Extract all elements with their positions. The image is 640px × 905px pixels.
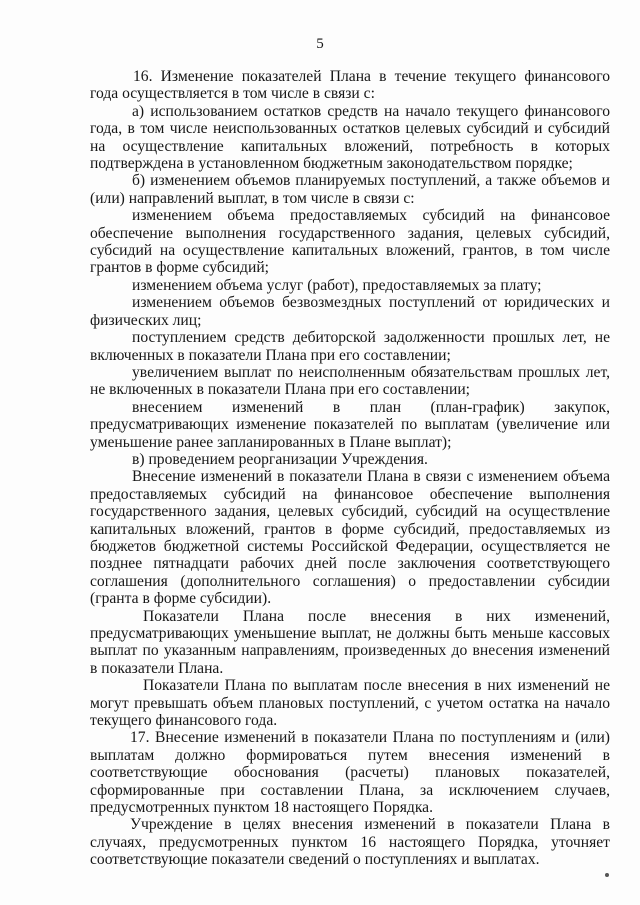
list-item-receivables: поступлением средств дебиторской задолженности прошлых лет, не включенных в показатели Плана при его составлении; (90, 329, 610, 364)
list-item-obligations: увеличением выплат по неисполненным обязательствам прошлых лет, не включенных в показатели Плана при его составлении; (90, 363, 610, 399)
paragraph-16v: в) проведением реорганизации Учреждения. (132, 450, 428, 468)
paragraph-16b: б) изменением объемов планируемых поступлений, а также объемов и (или) направлений выплат, в том числе в связи с: (90, 172, 610, 207)
list-item-donations: изменением объемов безвозмездных поступлений от юридических и физических лиц; (90, 294, 610, 329)
paragraph-payment-limit: Показатели Плана по выплатам после внесения в них изменений не могут превышать объем плановых поступлений, с учетом остатка на начало текущего финансового года. (90, 677, 610, 730)
document-body (90, 68, 610, 869)
scan-speck (605, 873, 609, 877)
paragraph-payment-reduction: Показатели Плана после внесения в них изменений, предусматривающих уменьшение выплат, не должны быть меньше кассовых выплат по указанным направлениям, произведенных до внесения изменений в показатели Плана. (90, 607, 610, 677)
paragraph-16: 16. Изменение показателей Плана в течение текущего финансового года осуществляется в том числе в связи с: (90, 68, 610, 103)
list-item-procurement: внесением изменений в план (план-график) закупок, предусматривающих изменение показателей по выплатам (увеличение или уменьшение ранее запланированных в Плане выплат); (90, 398, 610, 451)
paragraph-16a: а) использованием остатков средств на начало текущего финансового года, в том числе неиспользованных остатков целевых субсидий и субсидий на осуществление капитальных вложений, потребность в которых подтверждена в установленном бюджетным законодательством порядке; (90, 102, 610, 173)
paragraph-institution-updates: Учреждение в целях внесения изменений в показатели Плана в случаях, предусмотренных пунктом 16 настоящего Порядка, уточняет соответствующие показатели сведений о поступлениях и выплатах. (90, 816, 610, 869)
list-item-subsidies: изменением объема предоставляемых субсидий на финансовое обеспечение выполнения государственного задания, целевых субсидий, субсидий на осуществление капитальных вложений, грантов, в том числе грантов в форме субсидий; (90, 207, 610, 277)
page-number: 5 (316, 36, 324, 52)
paragraph-subsidy-changes: Внесение изменений в показатели Плана в связи с изменением объема предоставляемых субсидий на финансовое обеспечение выполнения государственного задания, целевых субсидий, субсидий на осуществление капитальных вложений, грантов в форме субсидий, предоставляемых из бюджетов бюджетной системы Российской Федерации, осуществляется не позднее пятнадцати рабочих дней после заключения соответствующего соглашения (дополнительного соглашения) о предоставлении субсидии (гранта в форме субсидии). (90, 468, 610, 608)
paragraph-17: 17. Внесение изменений в показатели Плана по поступлениям и (или) выплатам должно формироваться путем внесения изменений в соответствующие обоснования (расчеты) плановых показателей, сформированные при составлении Плана, за исключением случаев, предусмотренных пунктом 18 настоящего Порядка. (90, 729, 610, 817)
list-item-services: изменением объема услуг (работ), предоставляемых за плату; (132, 276, 542, 294)
